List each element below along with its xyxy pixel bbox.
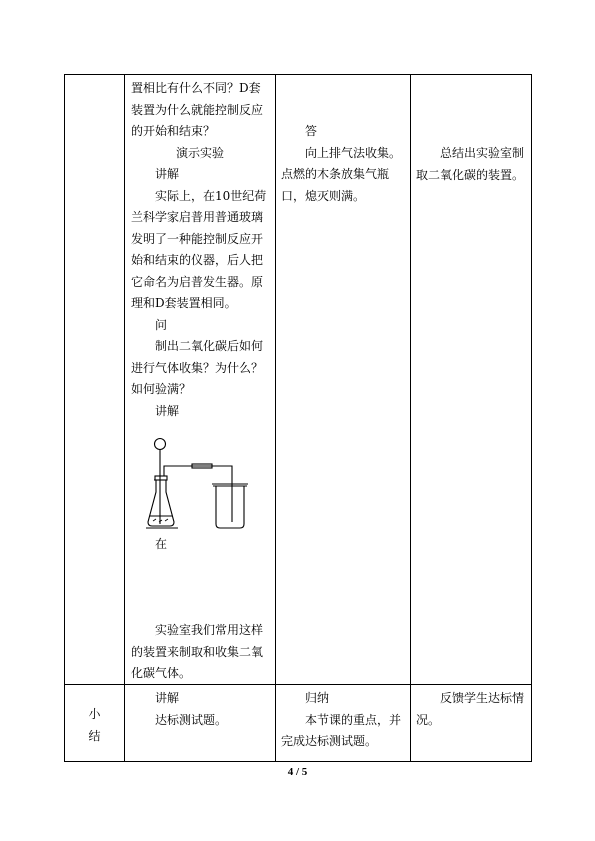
row1-teacher-text-2: 演示实验 <box>175 145 224 160</box>
row1-student-text-2: 向上排气法收集。点燃的木条放集气瓶口，熄灭则满。 <box>281 145 402 203</box>
row2-student-text-2: 本节课的重点，并完成达标测试题。 <box>281 712 402 748</box>
row2-student-activity-cell <box>281 688 405 753</box>
row1-teacher-activity-cell <box>131 78 269 422</box>
row2-label-line-1: 小 <box>88 707 101 721</box>
row2-teacher-text-2: 达标测试题。 <box>155 712 228 727</box>
table-col-divider-3 <box>410 74 411 762</box>
row1-teacher-after-figure-cell <box>131 534 269 556</box>
row2-label-line-2: 结 <box>88 728 101 743</box>
table-col-divider-2 <box>275 74 276 762</box>
row1-teacher-text-1: 置相比有什么不同？D套装置为什么就能控制反应的开始和结束？ <box>131 81 264 138</box>
row1-design-intent-cell <box>416 143 526 186</box>
row1-teacher-final-cell <box>131 620 269 685</box>
row1-student-activity-cell <box>281 121 405 207</box>
row1-teacher-text-9: 实验室我们常用这样的装置来制取和收集二氧化碳气体。 <box>131 623 264 680</box>
row2-student-text-1: 归纳 <box>305 691 330 705</box>
table-border-bottom <box>64 761 532 762</box>
row1-teacher-text-6: 制出二氧化碳后如何进行气体收集？为什么？如何验满？ <box>131 339 264 396</box>
row2-design-intent-cell <box>416 688 526 731</box>
row2-design-text-1: 反馈学生达标情况。 <box>416 691 525 727</box>
row1-student-text-1: 答 <box>305 124 318 138</box>
gas-generation-and-collection-apparatus-icon <box>146 436 256 532</box>
row2-teacher-text-1: 讲解 <box>155 691 180 705</box>
row1-teacher-text-3: 讲解 <box>155 167 180 181</box>
row1-design-text-1: 总结出实验室制取二氧化碳的装置。 <box>416 146 525 182</box>
row1-teacher-text-5: 问 <box>155 317 168 332</box>
page-number: 4 / 5 <box>287 766 308 778</box>
table-border-left <box>64 74 65 762</box>
table-border-right <box>531 74 532 762</box>
row2-teacher-activity-cell <box>131 688 269 731</box>
table-col-divider-1 <box>124 74 125 762</box>
row1-teacher-text-7: 讲解 <box>155 403 180 418</box>
row1-teacher-text-8: 在 <box>155 537 168 551</box>
row1-teacher-text-4: 实际上，在10世纪荷兰科学家启普用普通玻璃发明了一种能控制反应开始和结束的仪器，后人把它命名为启普发生器。原理和D套装置相同。 <box>131 188 267 310</box>
table-border-top <box>64 74 532 75</box>
row2-section-label-cell <box>65 704 124 747</box>
